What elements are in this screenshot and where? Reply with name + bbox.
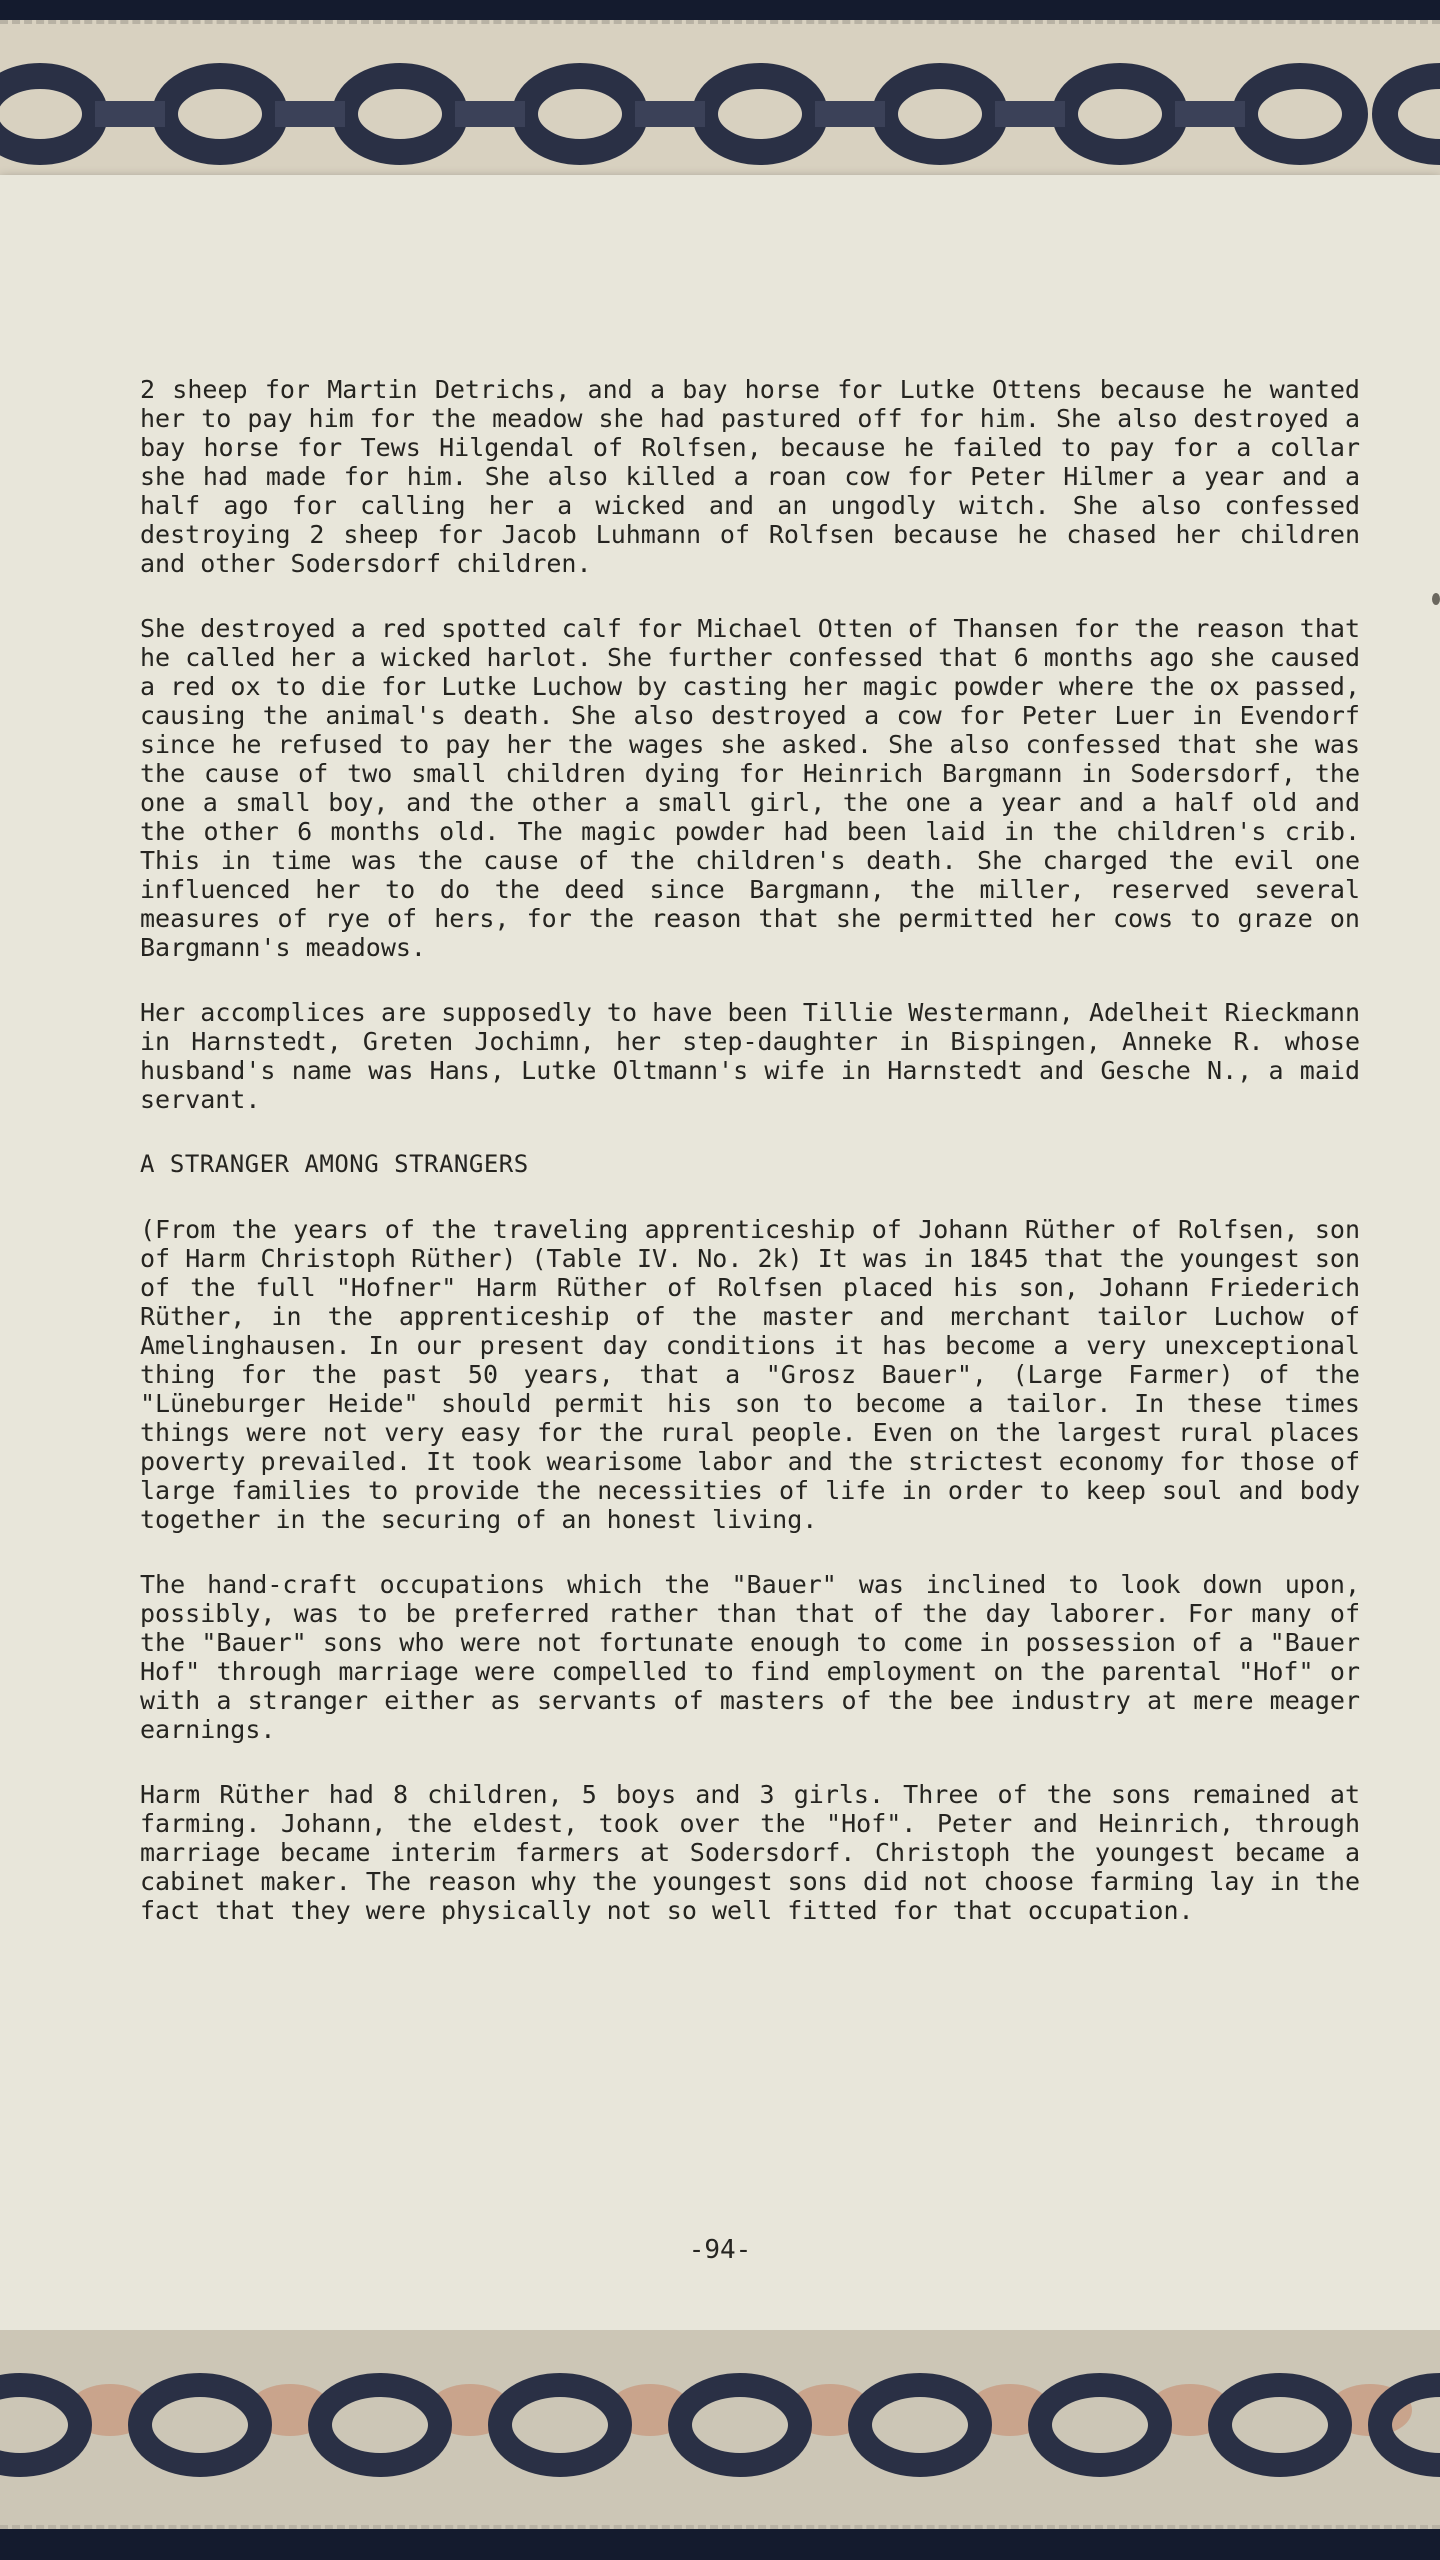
rug-top-pattern (0, 54, 1440, 174)
paragraph-4: (From the years of the traveling apprenticeship of Johann Rüther of Rolfsen, son of Harm Christoph Rüther) (Table IV. No. 2k) It was in 1845 that the youngest son of the full "Hofner" Harm Rüther of Rolfsen placed his son, Johann Friederich Rüther, in the apprenticeship of the master and merchant tailor Luchow of Amelinghausen. In our present day conditions it has become a very unexceptional thing for the past 50 years, that a "Grosz Bauer", (Large Farmer) of the "Lüneburger Heide" should permit his son to become a tailor. In these times things were not very easy for the rural people. Even on the largest rural places poverty prevailed. It took wearisome labor and the strictest economy for those of large families to provide the necessities of life in order to keep soul and body together in the securing of an honest living. (140, 1215, 1360, 1534)
punch-hole (1432, 593, 1440, 605)
paragraph-1: 2 sheep for Martin Detrichs, and a bay horse for Lutke Ottens because he wanted her to pay him for the meadow she had pastured off for him. She also destroyed a bay horse for Tews Hilgendal of Rolfsen, because he failed to pay for a collar she had made for him. She also killed a roan cow for Peter Hilmer a year and a half ago for calling her a wicked and an ungodly witch. She also confessed destroying 2 sheep for Jacob Luhmann of Rolfsen because he chased her children and other Sodersdorf children. (140, 375, 1360, 578)
document-page (0, 175, 1440, 2350)
page-number: -94- (688, 2235, 752, 2265)
paragraph-5: The hand-craft occupations which the "Bauer" was inclined to look down upon, possibly, was to be preferred rather than that of the day laborer. For many of the "Bauer" sons who were not fortunate enough to come in possession of a "Bauer Hof" through marriage were compelled to find employment on the parental "Hof" or with a stranger either as servants of masters of the bee industry at mere meager earnings. (140, 1570, 1360, 1744)
rug-bottom-pattern (0, 2355, 1440, 2485)
document-body (140, 375, 1360, 1961)
paragraph-3: Her accomplices are supposedly to have been Tillie Westermann, Adelheit Rieckmann in Harnstedt, Greten Jochimn, her step-daughter in Bispingen, Anneke R. whose husband's name was Hans, Lutke Oltmann's wife in Harnstedt and Gesche N., a maid servant. (140, 998, 1360, 1114)
paragraph-2: She destroyed a red spotted calf for Michael Otten of Thansen for the reason that he called her a wicked harlot. She further confessed that 6 months ago she caused a red ox to die for Lutke Luchow by casting her magic powder where the ox passed, causing the animal's death. She also destroyed a cow for Peter Luer in Evendorf since he refused to pay her the wages she asked. She also confessed that she was the cause of two small children dying for Heinrich Bargmann in Sodersdorf, the one a small boy, and the other a small girl, the one a year and a half old and the other 6 months old. The magic powder had been laid in the children's crib. This in time was the cause of the children's death. She charged the evil one influenced her to do the deed since Bargmann, the miller, reserved several measures of rye of hers, for the reason that she permitted her cows to graze on Bargmann's meadows. (140, 614, 1360, 962)
rug-top (0, 0, 1440, 200)
rug-bottom (0, 2330, 1440, 2560)
section-heading: A STRANGER AMONG STRANGERS (140, 1150, 529, 1178)
rug-bottom-band (0, 2330, 1440, 2529)
rug-top-band (0, 20, 1440, 194)
paragraph-6: Harm Rüther had 8 children, 5 boys and 3 girls. Three of the sons remained at farming. Johann, the eldest, took over the "Hof". Peter and Heinrich, through marriage became interim farmers at Sodersdorf. Christoph the youngest became a cabinet maker. The reason why the youngest sons did not choose farming lay in the fact that they were physically not so well fitted for that occupation. (140, 1780, 1360, 1925)
